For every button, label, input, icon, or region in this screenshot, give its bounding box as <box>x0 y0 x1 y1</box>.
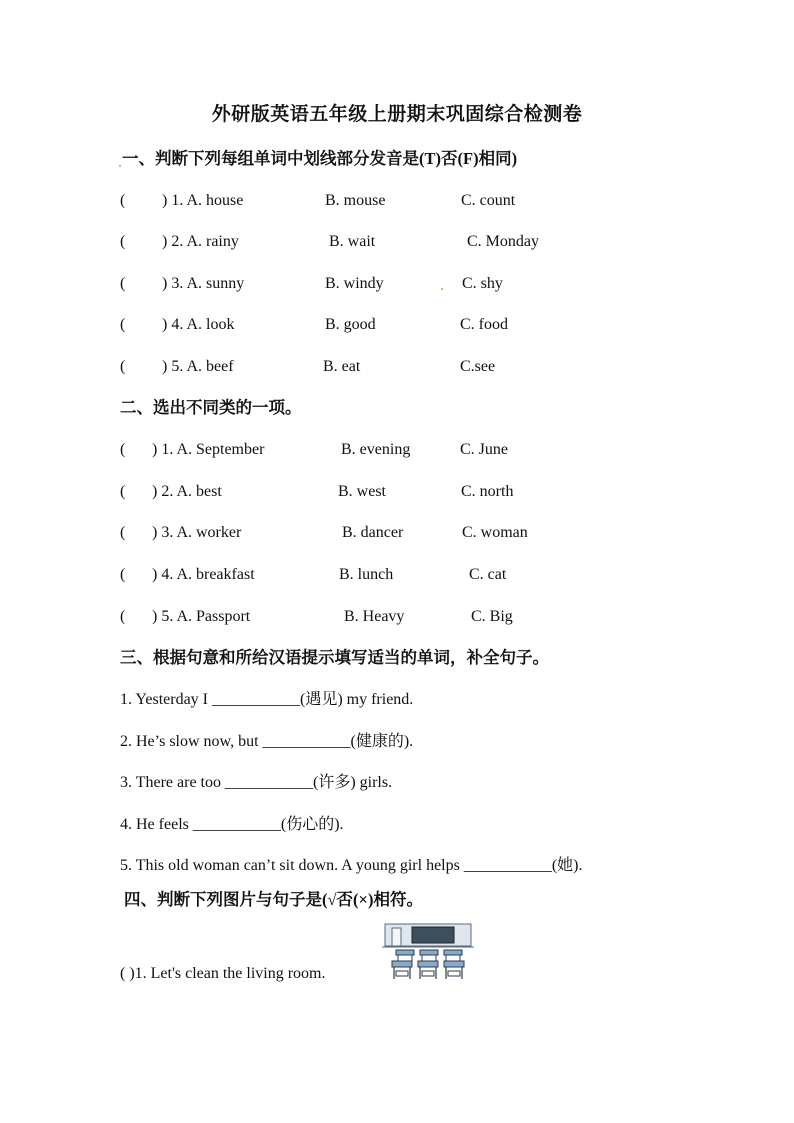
answer-paren[interactable]: ( <box>120 192 126 209</box>
stray-mark <box>441 288 443 290</box>
fill-in-sentence[interactable]: 1. Yesterday I ___________(遇见) my friend. <box>120 691 414 708</box>
option-c: C. north <box>461 483 514 500</box>
answer-paren[interactable]: ( <box>120 524 126 541</box>
option-b: B. good <box>325 316 376 333</box>
option-c: C. Big <box>471 608 513 625</box>
option-a: ) 3. A. worker <box>152 524 242 541</box>
option-a: ) 3. A. sunny <box>162 275 245 292</box>
answer-paren[interactable]: ( <box>120 233 126 250</box>
option-c: C.see <box>460 358 496 375</box>
option-a: ) 2. A. best <box>152 483 222 500</box>
option-b: B. dancer <box>342 524 404 541</box>
answer-paren[interactable]: ( <box>120 441 126 458</box>
option-b: B. mouse <box>325 192 386 209</box>
option-b: B. evening <box>341 441 411 458</box>
fill-in-sentence[interactable]: 5. This old woman can’t sit down. A young girl helps ___________(她). <box>120 857 583 874</box>
option-c: C. cat <box>469 566 507 583</box>
fill-in-sentence[interactable]: 2. He’s slow now, but ___________(健康的). <box>120 733 414 750</box>
option-b: B. windy <box>325 275 384 292</box>
picture-question[interactable]: ( )1. Let's clean the living room. <box>120 965 326 982</box>
page-title: 外研版英语五年级上册期末巩固综合检测卷 <box>211 104 583 125</box>
answer-paren[interactable]: ( <box>120 316 126 333</box>
option-c: C. count <box>461 192 516 209</box>
classroom-desks-picture <box>382 923 474 981</box>
answer-paren[interactable]: ( <box>120 275 126 292</box>
option-b: B. Heavy <box>344 608 405 625</box>
option-c: C. food <box>460 316 508 333</box>
option-b: B. west <box>338 483 386 500</box>
stray-mark <box>119 165 121 167</box>
option-b: B. eat <box>323 358 361 375</box>
option-a: ) 1. A. house <box>162 192 244 209</box>
option-a: ) 2. A. rainy <box>162 233 239 250</box>
section-1-heading: 一、判断下列每组单词中划线部分发音是(T)否(F)相同) <box>122 149 518 168</box>
fill-in-sentence[interactable]: 3. There are too ___________(许多) girls. <box>120 774 393 791</box>
option-b: B. wait <box>329 233 376 250</box>
option-a: ) 4. A. breakfast <box>152 566 255 583</box>
answer-paren[interactable]: ( <box>120 608 126 625</box>
option-a: ) 5. A. beef <box>162 358 234 375</box>
answer-paren[interactable]: ( <box>120 483 126 500</box>
fill-in-sentence[interactable]: 4. He feels ___________(伤心的). <box>120 816 344 833</box>
option-a: ) 1. A. September <box>152 441 265 458</box>
option-a: ) 4. A. look <box>162 316 235 333</box>
option-c: C. shy <box>462 275 503 292</box>
option-c: C. June <box>460 441 508 458</box>
option-b: B. lunch <box>339 566 394 583</box>
option-a: ) 5. A. Passport <box>152 608 251 625</box>
option-c: C. woman <box>462 524 528 541</box>
answer-paren[interactable]: ( <box>120 566 126 583</box>
section-3-heading: 三、根据句意和所给汉语提示填写适当的单词，补全句子。 <box>120 648 549 667</box>
section-4-heading: 四、判断下列图片与句子是(√否(×)相符。 <box>124 890 423 909</box>
option-c: C. Monday <box>467 233 539 250</box>
answer-paren[interactable]: ( <box>120 358 126 375</box>
section-2-heading: 二、选出不同类的一项。 <box>120 398 302 417</box>
